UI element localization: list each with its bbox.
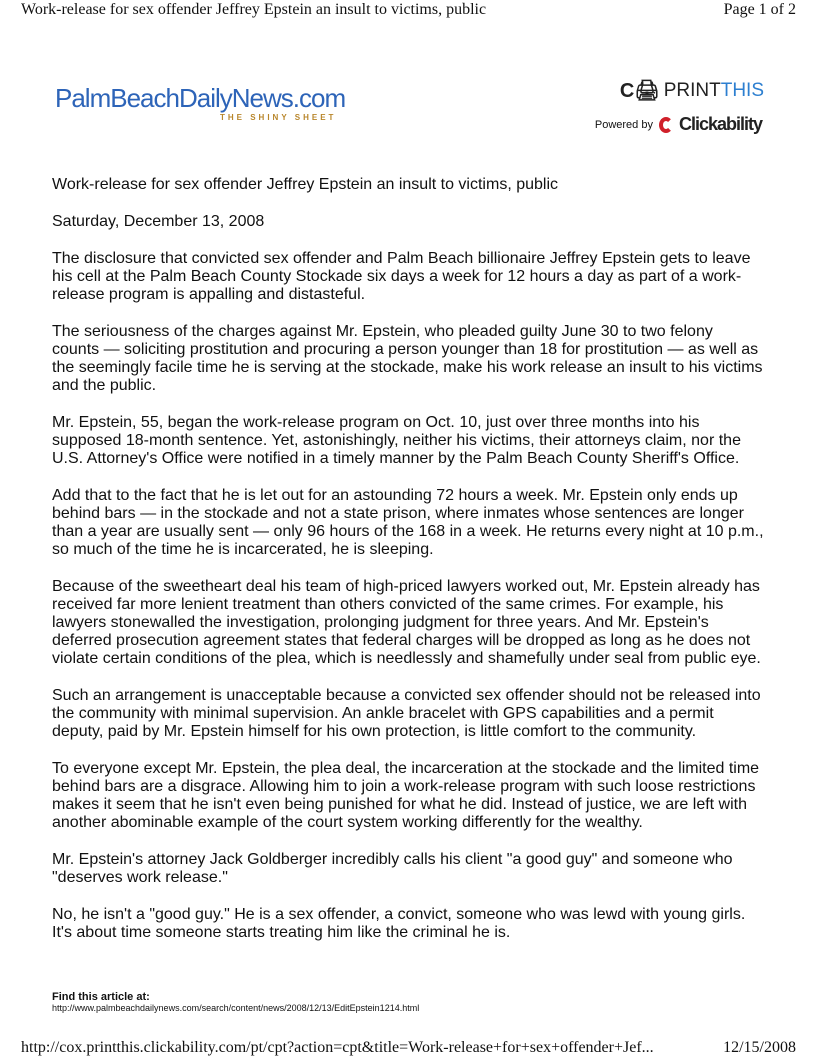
- paragraph-line: supposed 18-month sentence. Yet, astonishingly, neither his victims, their attorneys claim, nor the: [52, 432, 741, 449]
- paragraph-line: Mr. Epstein, 55, began the work-release program on Oct. 10, just over three months into his: [52, 414, 700, 431]
- paragraph-line: "deserves work release.": [52, 869, 228, 886]
- print-footer: [21, 1039, 796, 1056]
- paragraph-line: makes it seem that he isn't even being punished for what he did. Instead of justice, we are left with: [52, 796, 747, 813]
- paragraph-line: than a year are usually sent — only 96 hours of the 168 in a week. He returns every night at 10 p.m.,: [52, 523, 764, 540]
- paragraph-line: his cell at the Palm Beach County Stockade six days a week for 12 hours a day as part of a work-: [52, 268, 742, 285]
- paragraph-line: received far more lenient treatment than others convicted of the same crimes. For example, his: [52, 596, 724, 613]
- paragraph-line: Such an arrangement is unacceptable because a convicted sex offender should not be released into: [52, 687, 761, 704]
- article-paragraph: [52, 687, 772, 741]
- paragraph-line: The disclosure that convicted sex offender and Palm Beach billionaire Jeffrey Epstein gets to leave: [52, 250, 751, 267]
- article-paragraph: [52, 760, 772, 832]
- paragraph-line: Mr. Epstein's attorney Jack Goldberger incredibly calls his client "a good guy" and someone who: [52, 851, 733, 868]
- print-footer-url: http://cox.printthis.clickability.com/pt/cpt?action=cpt&title=Work-release+for+sex+offender+Jef...: [21, 1039, 654, 1056]
- article-title: Work-release for sex offender Jeffrey Epstein an insult to victims, public: [52, 176, 559, 193]
- paragraph-line: release program is appalling and distasteful.: [52, 286, 366, 303]
- powered-by-label: Powered by: [594, 118, 653, 131]
- paragraph-line: behind bars — in the stockade and not a state prison, where inmates whose sentences are longer: [52, 505, 744, 522]
- this-label: THIS: [720, 79, 764, 101]
- paragraph-line: behind bars are a disgrace. Allowing him to join a work-release program with such loose restrictions: [52, 778, 756, 795]
- article-paragraph: [52, 414, 772, 468]
- paragraph-line: U.S. Attorney's Office were notified in a timely manner by the Palm Beach County Sheriff's Office.: [52, 450, 740, 467]
- paragraph-line: It's about time someone starts treating him like the criminal he is.: [52, 924, 511, 941]
- paragraph-line: another abominable example of the court system working differently for the wealthy.: [52, 814, 643, 831]
- article-paragraph: [52, 250, 772, 304]
- find-article-label: Find this article at:: [52, 991, 150, 1003]
- article-body: [52, 176, 772, 961]
- paragraph-line: and the public.: [52, 377, 157, 394]
- palm-beach-daily-news-logo[interactable]: [55, 84, 355, 126]
- article-paragraph: [52, 851, 772, 887]
- paragraph-line: deferred prosecution agreement states that federal charges will be dropped as long as he does not: [52, 632, 751, 649]
- logo-text: PalmBeachDailyNews.com: [55, 83, 346, 113]
- paragraph-line: Add that to the fact that he is let out for an astounding 72 hours a week. Mr. Epstein only ends up: [52, 487, 738, 504]
- article-paragraph: [52, 323, 772, 395]
- paragraph-line: violate certain conditions of the plea, which is needlessly and shamefully under seal from public eye.: [52, 650, 761, 667]
- print-header-title: Work-release for sex offender Jeffrey Epstein an insult to victims, public: [21, 1, 487, 18]
- article-url-link[interactable]: http://www.palmbeachdailynews.com/search/content/news/2008/12/13/EditEpstein1214.html: [52, 1003, 420, 1013]
- clickability-icon: [659, 117, 673, 133]
- article-paragraph: [52, 487, 772, 559]
- paragraph-line: lawyers stonewalled the investigation, prolonging judgment for three years. And Mr. Epstein's: [52, 614, 709, 631]
- paragraph-line: the seemingly facile time he is serving at the stockade, make his work release an insult to his victims: [52, 359, 763, 376]
- printer-icon: C🖨: [619, 80, 660, 102]
- paragraph-line: To everyone except Mr. Epstein, the plea deal, the incarceration at the stockade and the limited time: [52, 760, 760, 777]
- paragraph-line: No, he isn't a "good guy." He is a sex offender, a convict, someone who was lewd with young girls.: [52, 906, 746, 923]
- paragraph-line: so much of the time he is incarcerated, he is sleeping.: [52, 541, 434, 558]
- paragraph-line: Because of the sweetheart deal his team of high-priced lawyers worked out, Mr. Epstein already has: [52, 578, 760, 595]
- print-this-logo[interactable]: [620, 78, 764, 103]
- page-number: Page 1 of 2: [723, 1, 796, 18]
- print-label: PRINT: [663, 79, 721, 101]
- article-paragraph: [52, 578, 772, 668]
- article-date: Saturday, December 13, 2008: [52, 213, 265, 230]
- find-article-section: [52, 991, 419, 1013]
- print-footer-date: 12/15/2008: [723, 1039, 796, 1056]
- logo-tagline: THE SHINY SHEET: [220, 113, 337, 122]
- paragraph-line: The seriousness of the charges against Mr. Epstein, who pleaded guilty June 30 to two felony: [52, 323, 713, 340]
- clickability-brand: Clickability: [678, 114, 762, 134]
- paragraph-line: the community with minimal supervision. An ankle bracelet with GPS capabilities and a permit: [52, 705, 714, 722]
- paragraph-line: counts — soliciting prostitution and procuring a person younger than 18 for prostitution — as well as: [52, 341, 759, 358]
- powered-by-clickability[interactable]: [595, 114, 762, 135]
- paragraph-line: deputy, paid by Mr. Epstein himself for his own protection, is little comfort to the community.: [52, 723, 697, 740]
- article-paragraph: [52, 906, 772, 942]
